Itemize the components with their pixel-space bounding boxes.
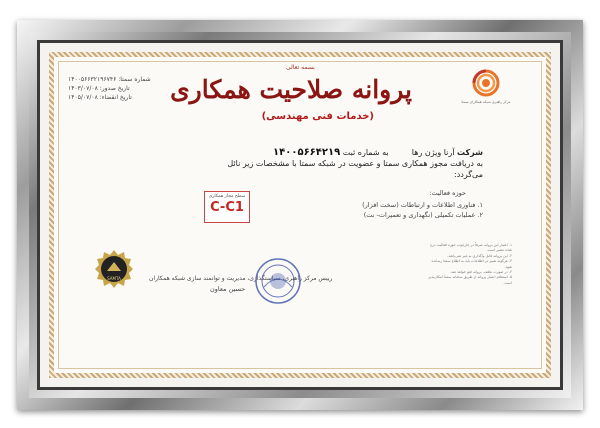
company-line bbox=[273, 147, 483, 158]
certificate-number: شماره سمتا: ۱۴۰۰۵۶۶۳۲۱۹۶۷۴۶ bbox=[68, 76, 151, 83]
notes-list bbox=[426, 243, 512, 286]
note-item: ۱. اعتبار این پروانه صرفاً در چارچوب حوزه فعالیت درج شده معتبر است. bbox=[429, 243, 512, 253]
official-stamp-icon bbox=[254, 257, 302, 305]
page-subtitle: (خدمات فنی مهندسی) bbox=[261, 111, 374, 122]
certificate bbox=[49, 52, 551, 378]
company-desc-line-2: می‌گردد: bbox=[454, 170, 483, 179]
level-label: سطح مجاز همکاری bbox=[208, 194, 246, 199]
page-title: پروانه صلاحیت همکاری bbox=[170, 75, 412, 104]
company-name: آرنا ویژن رها bbox=[411, 148, 455, 157]
issue-date: تاریخ صدور: ۱۴۰۳/۰۷/۰۸ bbox=[68, 85, 130, 92]
samta-logo bbox=[458, 68, 514, 112]
activity-heading: حوزه فعالیت: bbox=[429, 189, 466, 197]
samta-logo-icon bbox=[458, 68, 514, 100]
frame-mat bbox=[40, 43, 560, 387]
logo-caption: مرکز راهبری شبکه همکاران سمتا bbox=[461, 100, 511, 104]
samta-emblem bbox=[94, 249, 134, 289]
activity-item: ۱. فناوری اطلاعات و ارتباطات (سخت افزار) bbox=[362, 201, 483, 209]
emblem-caption: SAMTA bbox=[107, 276, 121, 281]
note-item: ۵. استعلام اعتبار پروانه از طریق سامانه سمتا امکان‌پذیر است. bbox=[428, 275, 512, 285]
picture-frame bbox=[17, 20, 583, 410]
company-prefix: شرکت bbox=[457, 148, 483, 157]
top-label: بسمه تعالی bbox=[286, 64, 315, 71]
registration-number: ۱۴۰۰۵۶۶۴۲۱۹ bbox=[273, 147, 341, 158]
samta-emblem-icon bbox=[94, 249, 134, 289]
company-desc-line: به دریافت مجوز همکاری سمتا و عضویت در شبکه سمتا با مشخصات زیر نائل bbox=[227, 159, 483, 168]
note-item: ۴. در صورت تخلف، پروانه لغو خواهد شد. bbox=[449, 270, 512, 275]
expiry-date: تاریخ انقضاء: ۱۴۰۵/۰۷/۰۸ bbox=[68, 94, 132, 101]
signer-name: حسین معاون bbox=[210, 285, 246, 293]
activity-item: ۲. عملیات تکمیلی (نگهداری و تعمیرات- نت) bbox=[363, 211, 483, 219]
official-stamp bbox=[254, 257, 302, 305]
signer-title: رییس مرکز راهبری، سیاستگذاری، مدیریت و توانمند سازی شبکه همکاران bbox=[149, 275, 333, 282]
level-badge bbox=[204, 191, 250, 223]
note-item: ۲. این پروانه قابل واگذاری به غیر نمی‌باشد. bbox=[447, 253, 512, 258]
level-value: C-C1 bbox=[210, 200, 244, 215]
note-item: ۳. هرگونه تغییر در اطلاعات باید به اطلاع سمتا رسانده شود. bbox=[431, 259, 512, 269]
reg-prefix: به شماره ثبت bbox=[342, 148, 389, 157]
